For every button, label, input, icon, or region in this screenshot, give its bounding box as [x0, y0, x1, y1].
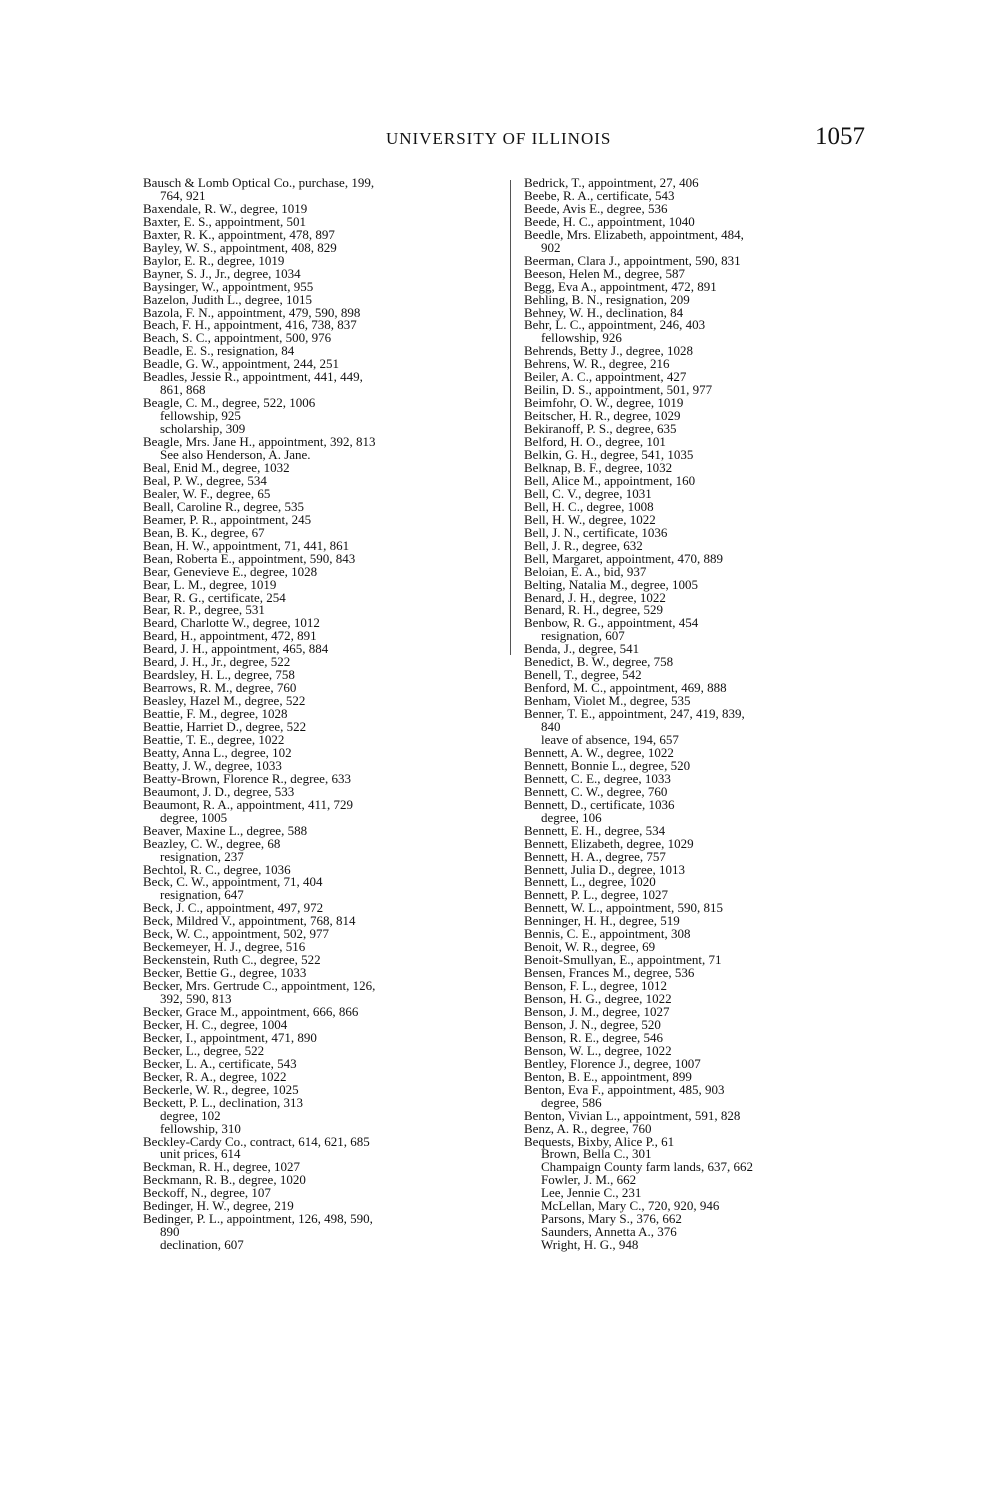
index-subentry: McLellan, Mary C., 720, 920, 946 — [541, 1198, 720, 1214]
index-entry: Becker, Bettie G., degree, 1033 — [143, 965, 307, 981]
index-entry: Beard, J. H., appointment, 465, 884 — [143, 641, 329, 657]
index-subentry: degree, 586 — [541, 1094, 602, 1110]
index-entry: Benoit, W. R., degree, 69 — [524, 939, 656, 955]
index-subentry: fellowship, 926 — [541, 330, 622, 346]
index-entry: Beckmann, R. B., degree, 1020 — [143, 1172, 306, 1188]
index-entry: Beard, H., appointment, 472, 891 — [143, 628, 317, 644]
index-entry: Benford, M. C., appointment, 469, 888 — [524, 680, 727, 696]
index-entry: Beebe, R. A., certificate, 543 — [524, 187, 675, 203]
index-entry: Bell, Margaret, appointment, 470, 889 — [524, 550, 724, 566]
index-entry: Belkin, G. H., degree, 541, 1035 — [524, 447, 694, 463]
index-entry: Beazley, C. W., degree, 68 — [143, 835, 281, 851]
index-entry: Beede, Avis E., degree, 536 — [524, 200, 668, 216]
index-entry: Beach, F. H., appointment, 416, 738, 837 — [143, 317, 357, 333]
index-entry: Becker, I., appointment, 471, 890 — [143, 1029, 317, 1045]
index-subentry: unit prices, 614 — [160, 1146, 241, 1162]
index-entry: Bell, J. N., certificate, 1036 — [524, 524, 668, 540]
index-entry: Benson, H. G., degree, 1022 — [524, 991, 672, 1007]
index-entry: Baxter, R. K., appointment, 478, 897 — [143, 226, 335, 242]
index-entry: Beede, H. C., appointment, 1040 — [524, 213, 695, 229]
index-entry: Baysinger, W., appointment, 955 — [143, 278, 314, 294]
index-entry: Beal, Enid M., degree, 1032 — [143, 459, 290, 475]
index-entry: Beagle, Mrs. Jane H., appointment, 392, 813 — [143, 434, 376, 450]
index-entry: Beckley-Cardy Co., contract, 614, 621, 685 — [143, 1133, 370, 1149]
index-entry: Behr, L. C., appointment, 246, 403 — [524, 317, 706, 333]
index-entry: Beadle, G. W., appointment, 244, 251 — [143, 356, 340, 372]
index-entry: Benoit-Smullyan, E., appointment, 71 — [524, 952, 722, 968]
index-entry: Bequests, Bixby, Alice P., 61 — [524, 1133, 675, 1149]
index-entry: Beckett, P. L., declination, 313 — [143, 1094, 303, 1110]
index-entry: Beard, Charlotte W., degree, 1012 — [143, 615, 320, 631]
index-entry: Baxter, E. S., appointment, 501 — [143, 213, 307, 229]
index-entry: Beall, Caroline R., degree, 535 — [143, 498, 305, 514]
index-entry: Beck, J. C., appointment, 497, 972 — [143, 900, 324, 916]
index-entry: Beatty, J. W., degree, 1033 — [143, 757, 282, 773]
index-entry: Behrends, Betty J., degree, 1028 — [524, 343, 693, 359]
index-entry: Beeson, Helen M., degree, 587 — [524, 265, 686, 281]
index-entry: Bean, B. K., degree, 67 — [143, 524, 265, 540]
index-entry: Benninger, H. H., degree, 519 — [524, 913, 680, 929]
index-entry: Bayner, S. J., Jr., degree, 1034 — [143, 265, 301, 281]
index-subentry: resignation, 237 — [160, 848, 244, 864]
index-entry: Bausch & Lomb Optical Co., purchase, 199, — [143, 175, 375, 190]
index-subentry: Brown, Bella C., 301 — [541, 1146, 652, 1162]
index-entry: Baylor, E. R., degree, 1019 — [143, 252, 285, 268]
index-entry: Beaver, Maxine L., degree, 588 — [143, 822, 308, 838]
index-entry: Bean, Roberta E., appointment, 590, 843 — [143, 550, 356, 566]
index-entry: Bennis, C. E., appointment, 308 — [524, 926, 691, 942]
index-entry: Bear, R. P., degree, 531 — [143, 602, 265, 618]
index-entry: Bennett, C. E., degree, 1033 — [524, 770, 671, 786]
index-entry: Beamer, P. R., appointment, 245 — [143, 511, 312, 527]
index-entry: Belford, H. O., degree, 101 — [524, 434, 666, 450]
index-entry: Bentley, Florence J., degree, 1007 — [524, 1055, 701, 1071]
index-entry: Beaumont, J. D., degree, 533 — [143, 783, 295, 799]
index-entry: Beckenstein, Ruth C., degree, 522 — [143, 952, 321, 968]
index-entry: Bean, H. W., appointment, 71, 441, 861 — [143, 537, 350, 553]
index-entry: Benz, A. R., degree, 760 — [524, 1120, 652, 1136]
index-entry: Beadle, E. S., resignation, 84 — [143, 343, 295, 359]
index-entry: Benton, Vivian L., appointment, 591, 828 — [524, 1107, 741, 1123]
index-subentry: leave of absence, 194, 657 — [541, 731, 679, 747]
index-subentry: declination, 607 — [160, 1237, 244, 1253]
page-header — [0, 121, 1000, 155]
index-entry: Behney, W. H., declination, 84 — [524, 304, 684, 320]
column-divider — [510, 180, 511, 655]
index-entry: Becker, Grace M., appointment, 666, 866 — [143, 1004, 359, 1019]
index-entry: Benson, R. E., degree, 546 — [524, 1029, 664, 1045]
index-entry: Benton, Eva F., appointment, 485, 903 — [524, 1081, 725, 1097]
index-entry: Bennett, P. L., degree, 1027 — [524, 887, 669, 903]
index-subentry: 840 — [541, 719, 561, 735]
index-entry: Beimfohr, O. W., degree, 1019 — [524, 395, 684, 411]
index-subentry: Parsons, Mary S., 376, 662 — [541, 1211, 682, 1227]
index-subentry: resignation, 607 — [541, 628, 625, 644]
index-entry: Beedle, Mrs. Elizabeth, appointment, 484, — [524, 226, 744, 242]
index-entry: Benson, J. M., degree, 1027 — [524, 1004, 670, 1019]
index-entry: Beal, P. W., degree, 534 — [143, 472, 267, 488]
index-entry: Beck, Mildred V., appointment, 768, 814 — [143, 913, 356, 929]
index-subentry: 890 — [160, 1224, 180, 1240]
index-entry: Benton, B. E., appointment, 899 — [524, 1068, 692, 1084]
index-entry: Beaumont, R. A., appointment, 411, 729 — [143, 796, 354, 812]
index-entry: Beck, C. W., appointment, 71, 404 — [143, 874, 323, 890]
index-subentry: Champaign County farm lands, 637, 662 — [541, 1159, 753, 1175]
running-title: UNIVERSITY OF ILLINOIS — [386, 129, 612, 148]
index-entry: Bear, Genevieve E., degree, 1028 — [143, 563, 318, 579]
index-subentry: degree, 106 — [541, 809, 602, 825]
index-entry: Bennett, L., degree, 1020 — [524, 874, 656, 890]
index-subentry: scholarship, 309 — [160, 421, 246, 437]
index-entry: Beerman, Clara J., appointment, 590, 831 — [524, 252, 741, 268]
index-entry: Becker, R. A., degree, 1022 — [143, 1068, 287, 1084]
index-entry: Benson, J. N., degree, 520 — [524, 1016, 661, 1032]
index-subentry: Saunders, Annetta A., 376 — [541, 1224, 677, 1240]
index-entry: Beasley, Hazel M., degree, 522 — [143, 693, 306, 709]
index-entry: Bennett, Julia D., degree, 1013 — [524, 861, 686, 877]
index-entry: Bell, H. W., degree, 1022 — [524, 511, 656, 527]
index-entry: Beach, S. C., appointment, 500, 976 — [143, 330, 332, 346]
index-entry: Bennett, C. W., degree, 760 — [524, 783, 668, 799]
index-entry: Bedinger, P. L., appointment, 126, 498, 590, — [143, 1211, 373, 1227]
index-entry: Benedict, B. W., degree, 758 — [524, 654, 674, 670]
index-entry: Beckemeyer, H. J., degree, 516 — [143, 939, 306, 955]
index-subentry: Wright, H. G., 948 — [541, 1237, 639, 1253]
index-entry: Beilin, D. S., appointment, 501, 977 — [524, 382, 713, 398]
index-subentry: fellowship, 310 — [160, 1120, 241, 1136]
index-entry: Becker, L., degree, 522 — [143, 1042, 265, 1058]
index-entry: Becker, Mrs. Gertrude C., appointment, 126, — [143, 978, 376, 994]
index-entry: Beloian, E. A., bid, 937 — [524, 563, 647, 579]
index-subentry: See also Henderson, A. Jane. — [160, 447, 311, 463]
index-entry: Bechtol, R. C., degree, 1036 — [143, 861, 291, 877]
index-entry: Bedinger, H. W., degree, 219 — [143, 1198, 294, 1214]
index-entry: Bell, J. R., degree, 632 — [524, 537, 643, 553]
index-entry: Behrens, W. R., degree, 216 — [524, 356, 670, 372]
index-entry: Bazola, F. N., appointment, 479, 590, 898 — [143, 304, 361, 320]
index-entry: Bearrows, R. M., degree, 760 — [143, 680, 297, 696]
index-entry: Beatty-Brown, Florence R., degree, 633 — [143, 770, 351, 786]
index-entry: Benson, F. L., degree, 1012 — [524, 978, 668, 994]
index-subentry: 861, 868 — [160, 382, 206, 398]
index-entry: Bell, Alice M., appointment, 160 — [524, 472, 696, 488]
index-entry: Becker, H. C., degree, 1004 — [143, 1016, 288, 1032]
index-entry: Benbow, R. G., appointment, 454 — [524, 615, 699, 631]
index-entry: Beagle, C. M., degree, 522, 1006 — [143, 395, 316, 411]
index-entry: Benard, J. H., degree, 1022 — [524, 589, 666, 605]
index-subentry: Fowler, J. M., 662 — [541, 1172, 637, 1188]
index-subentry: degree, 1005 — [160, 809, 228, 825]
index-entry: Bell, H. C., degree, 1008 — [524, 498, 654, 514]
index-entry: Benell, T., degree, 542 — [524, 667, 642, 683]
index-entry: Benham, Violet M., degree, 535 — [524, 693, 691, 709]
index-entry: Belting, Natalia M., degree, 1005 — [524, 576, 699, 592]
index-entry: Bedrick, T., appointment, 27, 406 — [524, 175, 699, 190]
index-subentry: resignation, 647 — [160, 887, 244, 903]
index-entry: Bazelon, Judith L., degree, 1015 — [143, 291, 312, 307]
index-entry: Beadles, Jessie R., appointment, 441, 449, — [143, 369, 363, 385]
index-entry: Beitscher, H. R., degree, 1029 — [524, 408, 681, 424]
index-entry: Becker, L. A., certificate, 543 — [143, 1055, 297, 1071]
index-entry: Beattie, F. M., degree, 1028 — [143, 706, 288, 722]
index-entry: Bennett, H. A., degree, 757 — [524, 848, 666, 864]
index-entry: Bennett, A. W., degree, 1022 — [524, 744, 674, 760]
index-entry: Beardsley, H. L., degree, 758 — [143, 667, 295, 683]
index-subentry: 902 — [541, 239, 561, 255]
index-subentry: fellowship, 925 — [160, 408, 241, 424]
index-entry: Bear, R. G., certificate, 254 — [143, 589, 286, 605]
index-entry: Benson, W. L., degree, 1022 — [524, 1042, 672, 1058]
index-entry: Bealer, W. F., degree, 65 — [143, 485, 271, 501]
index-entry: Bennett, Bonnie L., degree, 520 — [524, 757, 691, 773]
index-entry: Bennett, E. H., degree, 534 — [524, 822, 666, 838]
page-number: 1057 — [815, 123, 865, 150]
index-entry: Bear, L. M., degree, 1019 — [143, 576, 277, 592]
index-entry: Bayley, W. S., appointment, 408, 829 — [143, 239, 337, 255]
index-entry: Beckman, R. H., degree, 1027 — [143, 1159, 301, 1175]
index-entry: Behling, B. N., resignation, 209 — [524, 291, 690, 307]
index-entry: Benard, R. H., degree, 529 — [524, 602, 663, 618]
index-entry: Beard, J. H., Jr., degree, 522 — [143, 654, 291, 670]
index-subentry: 764, 921 — [160, 187, 206, 203]
index-entry: Benda, J., degree, 541 — [524, 641, 640, 657]
index-entry: Baxendale, R. W., degree, 1019 — [143, 200, 308, 216]
index-subentry: degree, 102 — [160, 1107, 221, 1123]
index-entry: Bekiranoff, P. S., degree, 635 — [524, 421, 677, 437]
index-entry: Beattie, Harriet D., degree, 522 — [143, 719, 307, 735]
index-entry: Beatty, Anna L., degree, 102 — [143, 744, 292, 760]
index-entry: Bensen, Frances M., degree, 536 — [524, 965, 695, 981]
index-entry: Beckerle, W. R., degree, 1025 — [143, 1081, 299, 1097]
index-column-right — [524, 177, 869, 1252]
index-entry: Beck, W. C., appointment, 502, 977 — [143, 926, 329, 942]
index-entry: Beattie, T. E., degree, 1022 — [143, 731, 285, 747]
index-entry: Bennett, Elizabeth, degree, 1029 — [524, 835, 694, 851]
index-entry: Beckoff, N., degree, 107 — [143, 1185, 271, 1201]
index-entry: Benner, T. E., appointment, 247, 419, 839, — [524, 706, 745, 722]
index-entry: Beiler, A. C., appointment, 427 — [524, 369, 687, 385]
index-subentry: 392, 590, 813 — [160, 991, 232, 1007]
index-column-left — [143, 177, 503, 1252]
index-entry: Begg, Eva A., appointment, 472, 891 — [524, 278, 717, 294]
index-subentry: Lee, Jennie C., 231 — [541, 1185, 642, 1201]
index-entry: Belknap, B. F., degree, 1032 — [524, 459, 673, 475]
index-entry: Bell, C. V., degree, 1031 — [524, 485, 652, 501]
index-entry: Bennett, D., certificate, 1036 — [524, 796, 675, 812]
index-entry: Bennett, W. L., appointment, 590, 815 — [524, 900, 723, 916]
